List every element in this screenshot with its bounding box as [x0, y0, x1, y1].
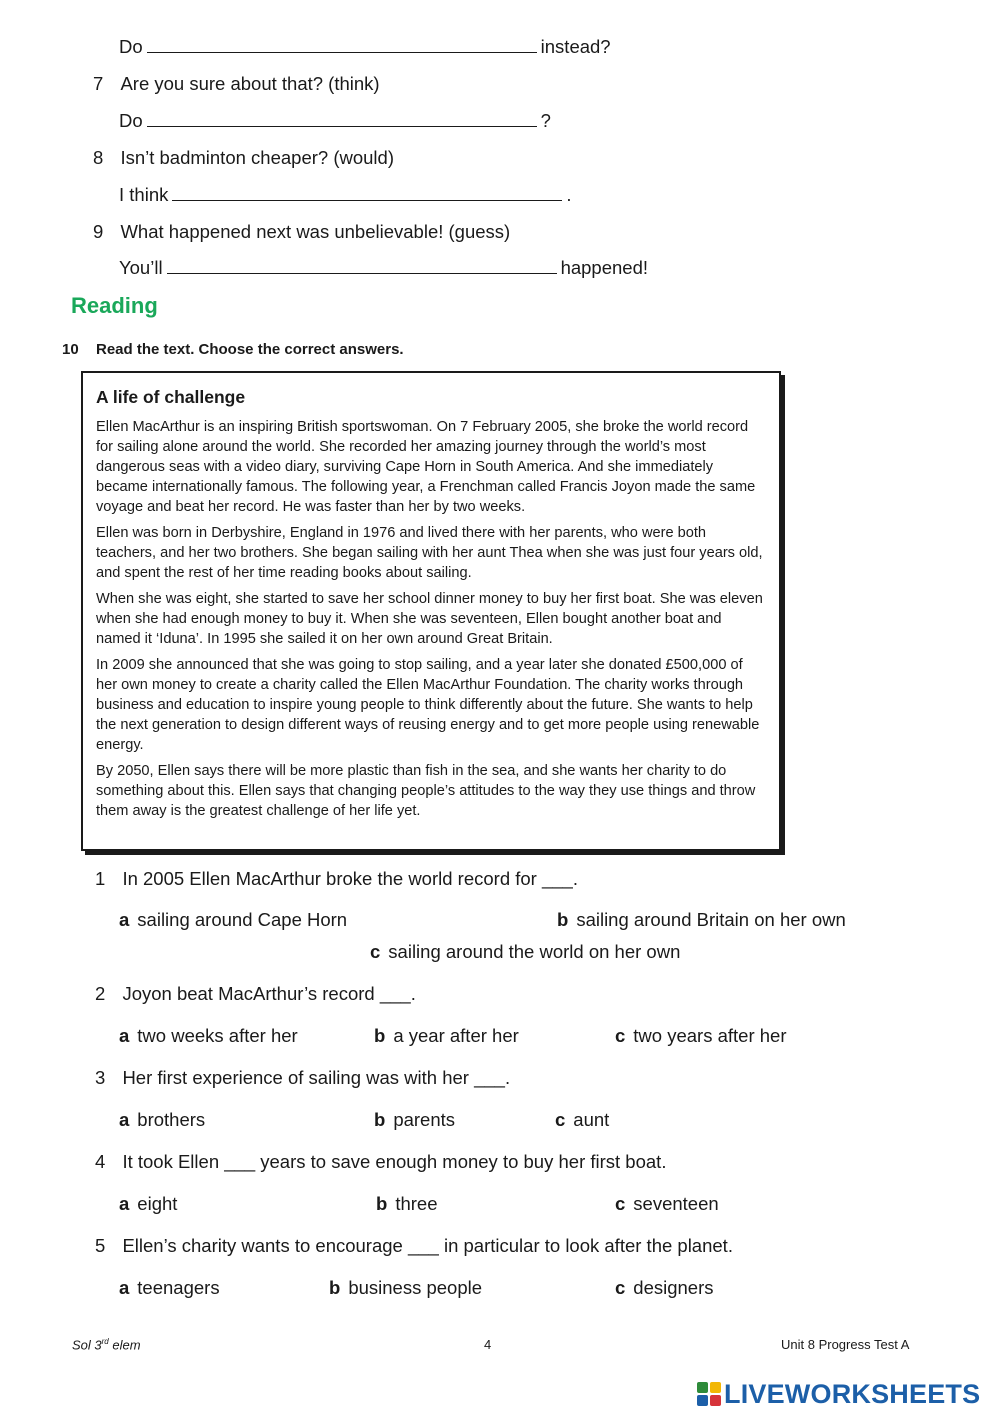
- option-letter: c: [370, 941, 381, 962]
- option-letter: b: [557, 909, 569, 930]
- option-text: a year after her: [393, 1025, 519, 1046]
- option-1c[interactable]: [370, 941, 680, 963]
- option-letter: b: [374, 1109, 386, 1130]
- option-text: three: [395, 1193, 438, 1214]
- answer-blank[interactable]: [167, 257, 557, 274]
- answer-blank[interactable]: [147, 110, 537, 127]
- mark-square: [710, 1382, 721, 1393]
- mark-square: [697, 1382, 708, 1393]
- option-text: aunt: [573, 1109, 610, 1130]
- paragraph: In 2009 she announced that she was going to stop sailing, and a year later she donated £500,000 of her own money to create a charity called the Ellen MacArthur Foundation. The charity works through business and education to inspire young people to think differently about the future. She wants to help the next generation to design different ways of reusing energy and to get more people using renewable energy.: [96, 657, 760, 753]
- option-text: sailing around the world on her own: [388, 941, 681, 962]
- option-2c[interactable]: [615, 1025, 787, 1047]
- paragraph: Ellen was born in Derbyshire, England in 1976 and lived there with her parents, who were both teachers, and her two brothers. She began sailing with her aunt Thea when she was just four years old, and spent the rest of her time reading books about sailing.: [96, 525, 763, 581]
- question-number: 5: [95, 1235, 106, 1256]
- exercise-number: 10: [62, 341, 79, 358]
- answer-suffix: happened!: [560, 257, 649, 278]
- question-5: [95, 1235, 733, 1257]
- option-letter: c: [615, 1277, 626, 1298]
- option-5c[interactable]: [615, 1277, 714, 1299]
- paragraph: When she was eight, she started to save her school dinner money to buy her first boat. She was eleven when she had enough money to buy it. When she was seventeen, Ellen bought another boat and named it ‘Iduna’. In 1995 she sailed it on her own around Great Britain.: [96, 591, 763, 647]
- option-letter: a: [119, 909, 130, 930]
- option-text: sailing around Cape Horn: [137, 909, 348, 930]
- option-4b[interactable]: [376, 1193, 437, 1215]
- option-letter: b: [329, 1277, 341, 1298]
- item-sentence: What happened next was unbelievable! (guess): [120, 221, 511, 242]
- option-letter: a: [119, 1193, 130, 1214]
- question-text: Her first experience of sailing was with her ___.: [122, 1067, 511, 1088]
- question-text: It took Ellen ___ years to save enough money to buy her first boat.: [122, 1151, 667, 1172]
- mark-square: [710, 1395, 721, 1406]
- option-2b[interactable]: [374, 1025, 519, 1047]
- footer-course-end: elem: [108, 1337, 141, 1353]
- page-number: 4: [484, 1337, 492, 1352]
- option-1b[interactable]: [557, 909, 846, 931]
- transform-item-6-answer-line: [119, 36, 611, 58]
- option-letter: a: [119, 1277, 130, 1298]
- option-text: seventeen: [633, 1193, 719, 1214]
- question-number: 2: [95, 983, 106, 1004]
- question-text: Ellen’s charity wants to encourage ___ in particular to look after the planet.: [122, 1235, 733, 1256]
- answer-prefix: Do: [119, 36, 143, 57]
- option-letter: a: [119, 1109, 130, 1130]
- option-letter: c: [555, 1109, 566, 1130]
- option-letter: c: [615, 1025, 626, 1046]
- answer-blank[interactable]: [147, 36, 537, 53]
- answer-suffix: instead?: [540, 36, 611, 57]
- question-3: [95, 1067, 510, 1089]
- answer-suffix: .: [566, 184, 572, 205]
- option-3c[interactable]: [555, 1109, 609, 1131]
- option-4a[interactable]: [119, 1193, 177, 1215]
- item-number: 8: [93, 147, 104, 168]
- option-text: sailing around Britain on her own: [576, 909, 846, 930]
- answer-prefix: Do: [119, 110, 143, 131]
- question-2: [95, 983, 416, 1005]
- transform-item-9: [93, 221, 510, 243]
- option-text: two weeks after her: [137, 1025, 298, 1046]
- option-4c[interactable]: [615, 1193, 719, 1215]
- item-number: 7: [93, 73, 104, 94]
- question-4: [95, 1151, 666, 1173]
- transform-item-8-answer-line: [119, 184, 572, 206]
- question-number: 3: [95, 1067, 106, 1088]
- option-2a[interactable]: [119, 1025, 298, 1047]
- answer-prefix: You’ll: [119, 257, 163, 278]
- option-3b[interactable]: [374, 1109, 455, 1131]
- answer-suffix: ?: [540, 110, 551, 131]
- option-letter: c: [615, 1193, 626, 1214]
- option-letter: a: [119, 1025, 130, 1046]
- instruction-text: Read the text. Choose the correct answers.: [96, 341, 404, 358]
- answer-prefix: I think: [119, 184, 169, 205]
- mark-square: [697, 1395, 708, 1406]
- option-text: designers: [633, 1277, 714, 1298]
- transform-item-7: [93, 73, 380, 95]
- section-title: Reading: [71, 293, 158, 318]
- footer-test-name: Unit 8 Progress Test A: [781, 1337, 910, 1352]
- option-text: business people: [348, 1277, 483, 1298]
- item-sentence: Are you sure about that? (think): [120, 73, 380, 94]
- option-5a[interactable]: [119, 1277, 220, 1299]
- question-number: 1: [95, 868, 106, 889]
- transform-item-9-answer-line: [119, 257, 648, 279]
- liveworksheets-logo[interactable]: [697, 1378, 980, 1410]
- option-1a[interactable]: [119, 909, 347, 931]
- question-number: 4: [95, 1151, 106, 1172]
- liveworksheets-wordmark: LIVEWORKSHEETS: [724, 1378, 981, 1409]
- footer-course-main: Sol 3: [72, 1337, 102, 1353]
- exercise-instruction: [62, 341, 404, 358]
- text-title: A life of challenge: [96, 387, 246, 407]
- footer-course-sup: rd: [101, 1337, 109, 1346]
- option-text: eight: [137, 1193, 178, 1214]
- option-text: two years after her: [633, 1025, 787, 1046]
- item-number: 9: [93, 221, 104, 242]
- question-text: Joyon beat MacArthur’s record ___.: [122, 983, 416, 1004]
- option-text: teenagers: [137, 1277, 220, 1298]
- paragraph: By 2050, Ellen says there will be more plastic than fish in the sea, and she wants her charity to do something about this. Ellen says that changing people’s attitudes to the way they use things and throw them away is the greatest challenge of her life yet.: [96, 763, 756, 819]
- transform-item-7-answer-line: [119, 110, 551, 132]
- footer-course-title: [72, 1337, 141, 1352]
- answer-blank[interactable]: [172, 184, 562, 201]
- question-1: [95, 868, 578, 890]
- option-letter: b: [376, 1193, 388, 1214]
- option-text: brothers: [137, 1109, 206, 1130]
- liveworksheets-mark-icon: [697, 1382, 721, 1406]
- paragraph: Ellen MacArthur is an inspiring British sportswoman. On 7 February 2005, she broke the world record for sailing alone around the world. She recorded her amazing journey through the world’s most dangerous seas with a video diary, surviving Cape Horn in South America. And she immediately became internationally famous. The following year, a Frenchman called Francis Joyon made the same voyage and beat her record. He was faster than her by two weeks.: [96, 419, 756, 515]
- option-letter: b: [374, 1025, 386, 1046]
- option-text: parents: [393, 1109, 456, 1130]
- option-5b[interactable]: [329, 1277, 482, 1299]
- question-text: In 2005 Ellen MacArthur broke the world record for ___.: [122, 868, 578, 889]
- transform-item-8: [93, 147, 394, 169]
- option-3a[interactable]: [119, 1109, 205, 1131]
- reading-text-box: [81, 371, 781, 851]
- item-sentence: Isn’t badminton cheaper? (would): [120, 147, 394, 168]
